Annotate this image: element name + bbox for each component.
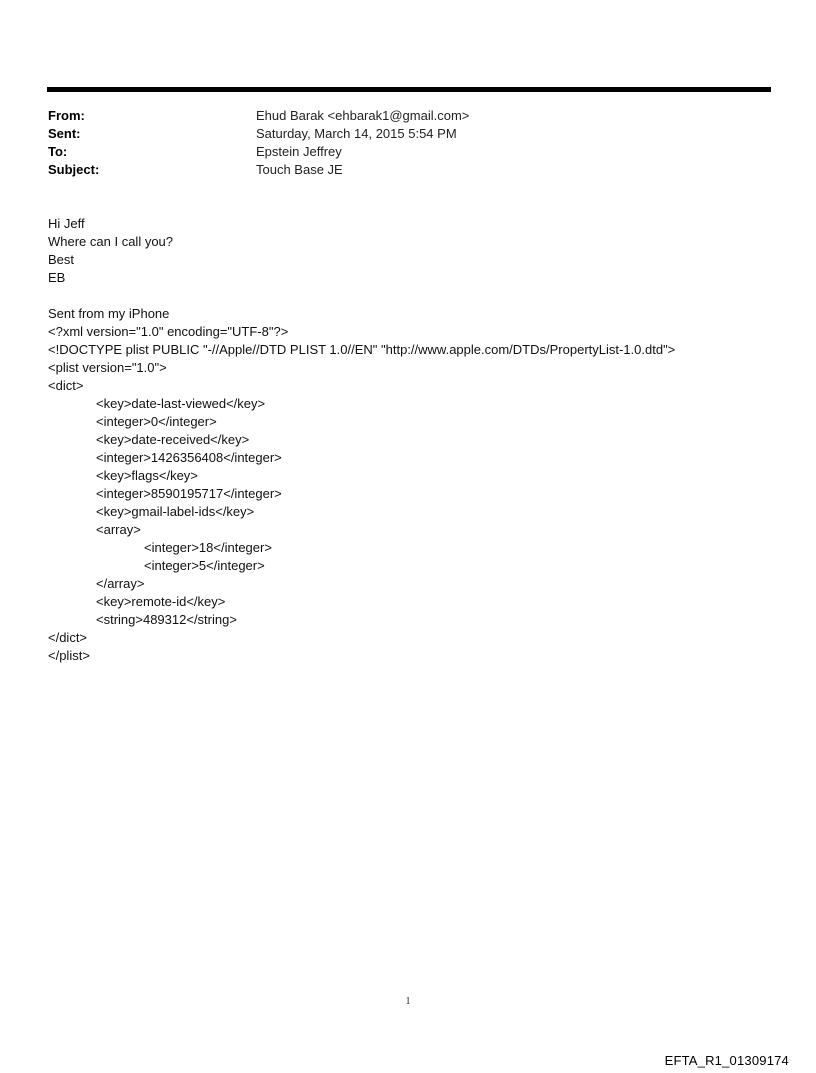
plist-entry: <integer>0</integer> [96,414,217,429]
sent-value: Saturday, March 14, 2015 5:54 PM [256,126,457,141]
closing-line: Best [48,252,75,267]
dict-close-tag: </dict> [48,630,88,645]
spacer [48,287,768,305]
plist-array-item: <integer>5</integer> [144,558,265,573]
email-header [48,107,748,179]
plist-entry: <array> [96,522,141,537]
plist-doctype: <!DOCTYPE plist PUBLIC "-//Apple//DTD PLIST 1.0//EN" "http://www.apple.com/DTDs/PropertyList-1.0.dtd"> [48,342,676,357]
plist-entry: </array> [96,576,145,591]
plist-close-tag: </plist> [48,648,90,663]
header-divider-rule [47,87,771,92]
plist-open-tag: <plist version="1.0"> [48,360,167,375]
page-number: 1 [405,996,411,1007]
email-body [48,215,768,665]
subject-value: Touch Base JE [256,162,343,177]
plist-array-item: <integer>18</integer> [144,540,272,555]
plist-entry: <integer>8590195717</integer> [96,486,282,501]
plist-entry: <key>gmail-label-ids</key> [96,504,255,519]
from-label: From: [48,108,85,123]
plist-entry: <key>remote-id</key> [96,594,226,609]
plist-entry: <key>date-last-viewed</key> [96,396,266,411]
plist-entry: <key>date-received</key> [96,432,250,447]
header-row-to [48,143,748,161]
bates-number: EFTA_R1_01309174 [664,1053,789,1068]
greeting-line: Hi Jeff [48,216,85,231]
sent-label: Sent: [48,126,81,141]
plist-entry: <integer>1426356408</integer> [96,450,282,465]
plist-xml-declaration: <?xml version="1.0" encoding="UTF-8"?> [48,324,289,339]
sent-from-line: Sent from my iPhone [48,306,170,321]
header-row-subject [48,161,748,179]
plist-entry: <string>489312</string> [96,612,237,627]
header-row-from [48,107,748,125]
header-row-sent [48,125,748,143]
subject-label: Subject: [48,162,100,177]
to-value: Epstein Jeffrey [256,144,342,159]
dict-open-tag: <dict> [48,378,84,393]
message-line: Where can I call you? [48,234,174,249]
to-label: To: [48,144,68,159]
signature-line: EB [48,270,66,285]
plist-entry: <key>flags</key> [96,468,198,483]
from-value: Ehud Barak <ehbarak1@gmail.com> [256,108,470,123]
